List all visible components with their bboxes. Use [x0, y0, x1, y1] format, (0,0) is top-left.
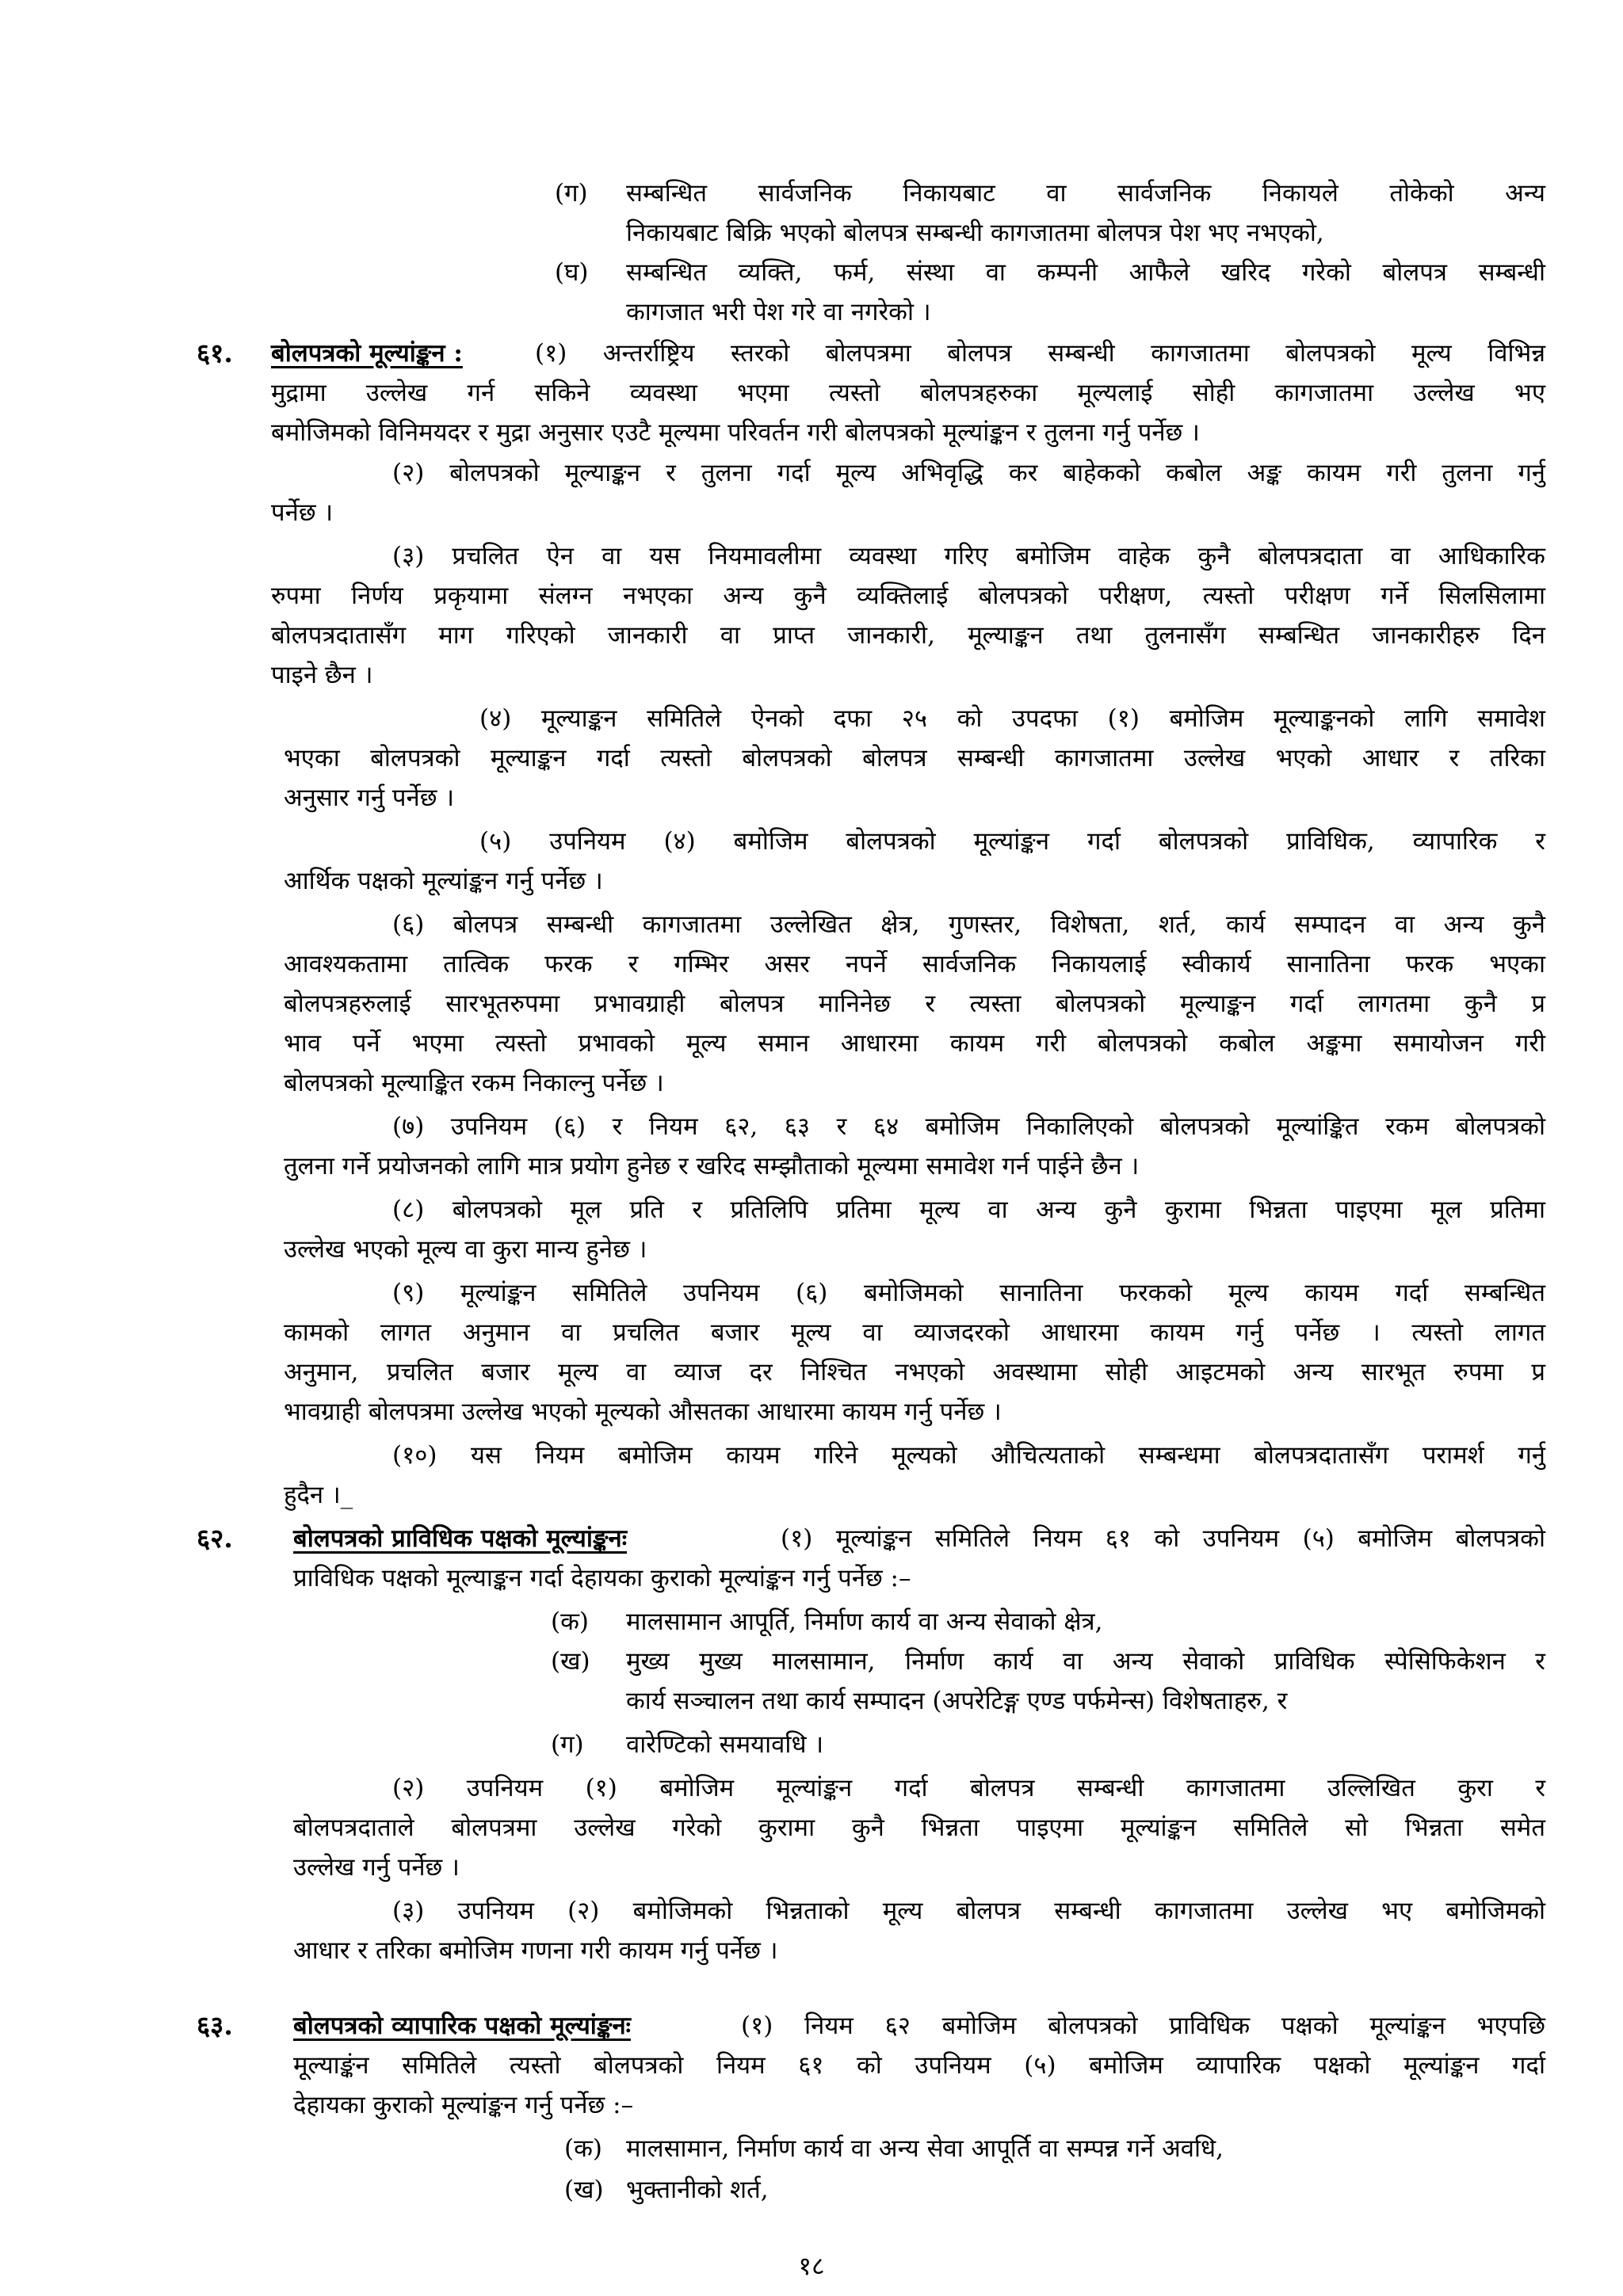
paragraph-line: (५) उपनियम (४) बमोजिम बोलपत्रको मूल्यांङ्कन गर्दा बोलपत्रको प्राविधिक, व्यापारिक र [479, 827, 1545, 856]
paragraph-line: (४) मूल्याङ्कन समितिले ऐनको दफा २५ को उपदफा (१) बमोजिम मूल्याङ्कनको लागि समावेश [479, 704, 1545, 733]
paragraph-line: भाव पर्ने भएमा त्यस्तो प्रभावको मूल्य समान आधारमा कायम गरी बोलपत्रको कबोल अङ्कमा समायोजन गरी [284, 1029, 1545, 1058]
paragraph-line: (१) मूल्यांङ्कन समितिले नियम ६१ को उपनियम (५) बमोजिम बोलपत्रको [781, 1524, 1545, 1553]
rule-heading: बोलपत्रको मूल्यांङ्कन : [271, 339, 463, 368]
clause-text: कागजात भरी पेश गरे वा नगरेको । [626, 298, 931, 326]
paragraph-line: आर्थिक पक्षको मूल्यांङ्कन गर्नु पर्नेछ । [284, 867, 603, 895]
paragraph-line: रुपमा निर्णय प्रकृयामा संलग्न नभएका अन्य कुनै व्यक्तिलाई बोलपत्रको परीक्षण, त्यस्तो परीक्षण गर्ने सिलसिलामा [271, 582, 1545, 610]
paragraph-line: (८) बोलपत्रको मूल प्रति र प्रतिलिपि प्रतिमा मूल्य वा अन्य कुनै कुरामा भिन्नता पाइएमा मूल प्रतिमा [392, 1196, 1545, 1224]
paragraph-line: प्राविधिक पक्षको मूल्याङ्कन गर्दा देहायका कुराको मूल्यांङ्कन गर्नु पर्नेछ :– [293, 1564, 911, 1592]
paragraph-line: (९) मूल्यांङ्कन समितिले उपनियम (६) बमोजिमको सानातिना फरकको मूल्य कायम गर्दा सम्बन्धित [392, 1279, 1545, 1307]
rule-number: ६३. [197, 2010, 233, 2041]
paragraph-line: उल्लेख गर्नु पर्नेछ । [293, 1853, 460, 1882]
clause-text: सम्बन्धित व्यक्ति, फर्म, संस्था वा कम्पनी आफैले खरिद गरेको बोलपत्र सम्बन्धी [626, 258, 1545, 287]
paragraph-line: मुद्रामा उल्लेख गर्न सकिने व्यवस्था भएमा त्यस्तो बोलपत्रहरुका मूल्यलाई सोही कागजातमा उल्लेख भए [271, 379, 1545, 407]
clause-marker: (ग) [551, 1730, 584, 1759]
paragraph-line: बमोजिमको विनिमयदर र मुद्रा अनुसार एउटै मूल्यमा परिवर्तन गरी बोलपत्रको मूल्यांङ्कन र तुलना गर्नु पर्नेछ । [271, 418, 1200, 447]
rule-number: ६२. [197, 1523, 233, 1554]
paragraph-line: बोलपत्रदाताले बोलपत्रमा उल्लेख गरेको कुरामा कुनै भिन्नता पाइएमा मूल्यांङ्कन समितिले सो भिन्नता समेत [293, 1814, 1545, 1842]
paragraph-line: अनुमान, प्रचलित बजार मूल्य वा व्याज दर निश्चित नभएको अवस्थामा सोही आइटमको अन्य सारभूत रुपमा प्र [284, 1358, 1545, 1386]
clause-text: भुक्तानीको शर्त, [626, 2176, 769, 2204]
clause-text: मालसामान, निर्माण कार्य वा अन्य सेवा आपूर्ति वा सम्पन्न गर्ने अवधि, [626, 2134, 1224, 2163]
paragraph-line: (२) उपनियम (१) बमोजिम मूल्यांङ्कन गर्दा बोलपत्र सम्बन्धी कागजातमा उल्लिखित कुरा र [392, 1774, 1545, 1802]
paragraph-line: पाइने छैन । [271, 661, 373, 689]
clause-text: कार्य सञ्चालन तथा कार्य सम्पादन (अपरेटिङ्ग एण्ड पर्फमेन्स) विशेषताहरु, र [626, 1687, 1288, 1715]
clause-marker: (ख) [564, 2176, 604, 2204]
paragraph-line: बोलपत्रदातासँग माग गरिएको जानकारी वा प्राप्त जानकारी, मूल्याङ्कन तथा तुलनासँग सम्बन्धित जानकारीहरु दिन [271, 621, 1545, 650]
paragraph-line: (२) बोलपत्रको मूल्याङ्कन र तुलना गर्दा मूल्य अभिवृद्धि कर बाहेकको कबोल अङ्क कायम गरी तुलना गर्नु [392, 459, 1545, 487]
paragraph-line: तुलना गर्ने प्रयोजनको लागि मात्र प्रयोग हुनेछ र खरिद सम्झौताको मूल्यमा समावेश गर्न पाईने छैन । [284, 1152, 1140, 1180]
rule-number: ६१. [197, 338, 233, 368]
clause-text: निकायबाट बिक्रि भएको बोलपत्र सम्बन्धी कागजातमा बोलपत्र पेश भए नभएको, [626, 219, 1324, 247]
paragraph-line: देहायका कुराको मूल्यांङ्कन गर्नु पर्नेछ :– [293, 2091, 634, 2119]
clause-text: सम्बन्धित सार्वजनिक निकायबाट वा सार्वजनिक निकायले तोकेको अन्य [626, 179, 1545, 208]
paragraph-line: (७) उपनियम (६) र नियम ६२, ६३ र ६४ बमोजिम निकालिएको बोलपत्रको मूल्यांङ्कित रकम बोलपत्रको [392, 1112, 1545, 1141]
clause-text: मालसामान आपूर्ति, निर्माण कार्य वा अन्य सेवाको क्षेत्र, [626, 1608, 1103, 1636]
clause-text: मुख्य मुख्य मालसामान, निर्माण कार्य वा अन्य सेवाको प्राविधिक स्पेसिफिकेशन र [626, 1647, 1545, 1676]
paragraph-line: मूल्याङ्कंन समितिले त्यस्तो बोलपत्रको नियम ६१ को उपनियम (५) बमोजिम व्यापारिक पक्षको मूल्यांङ्कन गर्दा [293, 2051, 1545, 2080]
paragraph-line: उल्लेख भएको मूल्य वा कुरा मान्य हुनेछ । [284, 1235, 647, 1264]
paragraph-line: भावग्राही बोलपत्रमा उल्लेख भएको मूल्यको औसतका आधारमा कायम गर्नु पर्नेछ । [284, 1398, 1002, 1426]
clause-marker: (क) [551, 1608, 589, 1636]
clause-text: वारेण्टिको समयावधि । [626, 1730, 824, 1759]
clause-marker: (घ) [555, 258, 589, 287]
paragraph-line: भएका बोलपत्रको मूल्याङ्कन गर्दा त्यस्तो बोलपत्रको बोलपत्र सम्बन्धी कागजातमा उल्लेख भएको आधार र तरिका [284, 744, 1545, 772]
rule-heading: बोलपत्रको व्यापारिक पक्षको मूल्यांङ्कनः [293, 2012, 631, 2040]
rule-heading: बोलपत्रको प्राविधिक पक्षको मूल्यांङ्कनः [293, 1524, 627, 1553]
paragraph-line: कामको लागत अनुमान वा प्रचलित बजार मूल्य वा व्याजदरको आधारमा कायम गर्नु पर्नेछ । त्यस्तो लागत [284, 1318, 1545, 1347]
paragraph-line: बोलपत्रको मूल्याङ्कित रकम निकाल्नु पर्नेछ । [284, 1069, 664, 1097]
clause-marker: (क) [564, 2134, 602, 2163]
paragraph-line: बोलपत्रहरुलाई सारभूतरुपमा प्रभावग्राही बोलपत्र मानिनेछ र त्यस्ता बोलपत्रको मूल्याङ्कन गर्दा लागतमा कुनै प्र [284, 990, 1545, 1018]
clause-marker: (ख) [551, 1647, 590, 1676]
page-number: १८ [798, 2251, 825, 2281]
paragraph-line: (३) प्रचलित ऐन वा यस नियमावलीमा व्यवस्था गरिए बमोजिम वाहेक कुनै बोलपत्रदाता वा आधिकारिक [392, 542, 1545, 570]
paragraph-line: (१) अन्तर्राष्ट्रिय स्तरको बोलपत्रमा बोलपत्र सम्बन्धी कागजातमा बोलपत्रको मूल्य विभिन्न [535, 339, 1545, 368]
paragraph-line: आवश्यकतामा तात्विक फरक र गम्भिर असर नपर्ने सार्वजनिक निकायलाई स्वीकार्य सानातिना फरक भएका [284, 950, 1545, 978]
paragraph-line: (१) नियम ६२ बमोजिम बोलपत्रको प्राविधिक पक्षको मूल्यांङ्कन भएपछि [741, 2012, 1545, 2040]
paragraph-line: पर्नेछ । [271, 498, 334, 527]
paragraph-line: हुदैन ।_ [284, 1481, 353, 1509]
clause-marker: (ग) [555, 179, 588, 208]
paragraph-line: आधार र तरिका बमोजिम गणना गरी कायम गर्नु पर्नेछ । [293, 1936, 778, 1965]
paragraph-line: (१०) यस नियम बमोजिम कायम गरिने मूल्यको औचित्यताको सम्बन्धमा बोलपत्रदातासँग परामर्श गर्नु [392, 1441, 1545, 1470]
paragraph-line: अनुसार गर्नु पर्नेछ । [284, 784, 455, 812]
paragraph-line: (३) उपनियम (२) बमोजिमको भिन्नताको मूल्य बोलपत्र सम्बन्धी कागजातमा उल्लेख भए बमोजिमको [392, 1897, 1545, 1925]
paragraph-line: (६) बोलपत्र सम्बन्धी कागजातमा उल्लेखित क्षेत्र, गुणस्तर, विशेषता, शर्त, कार्य सम्पादन वा अन्य कुनै [392, 910, 1545, 939]
